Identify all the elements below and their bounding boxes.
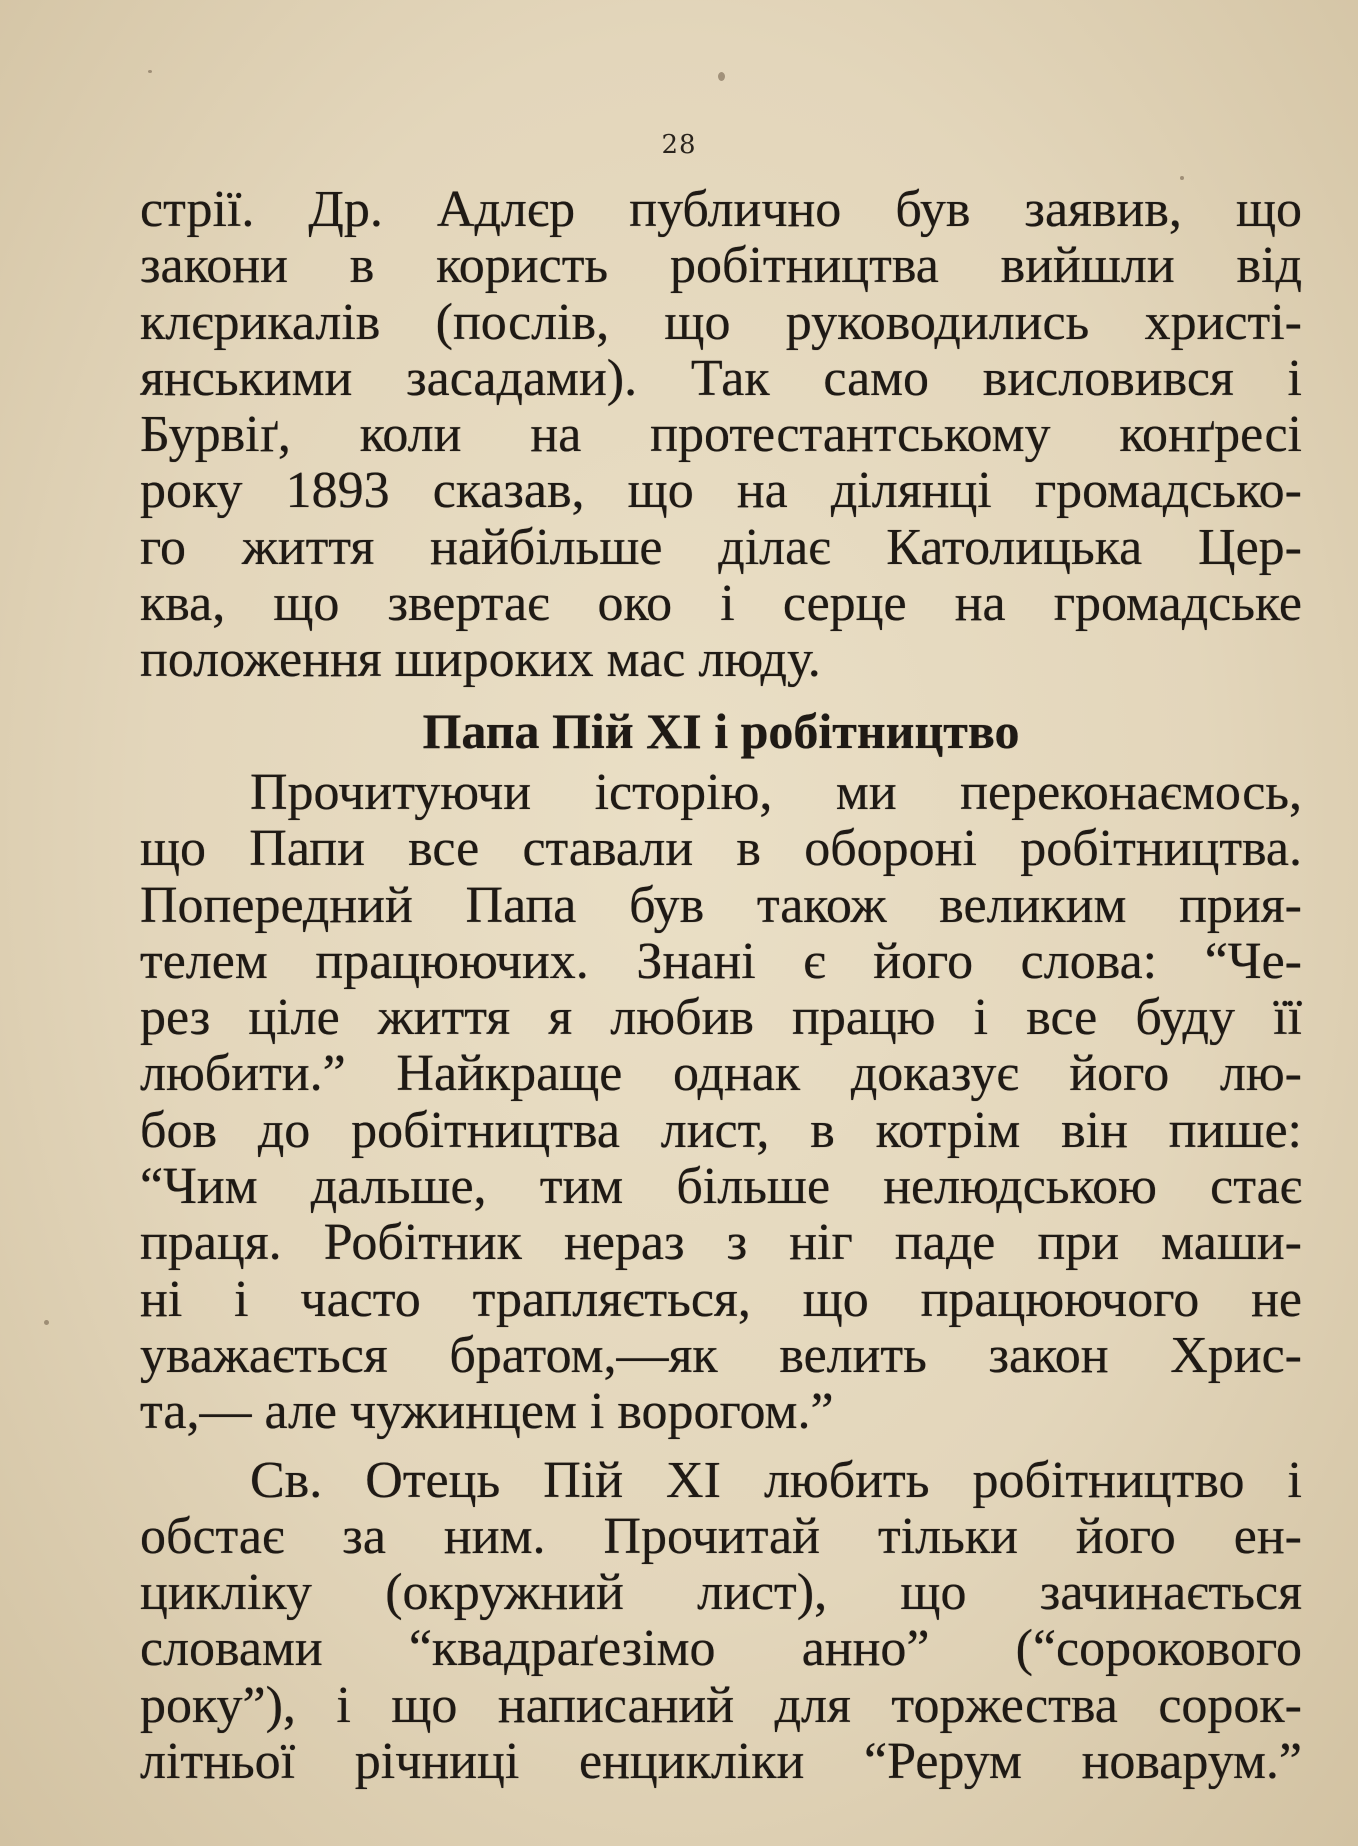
page-number: 28 bbox=[661, 130, 697, 160]
text-line: що Папи все ставали в обороні робітництва. bbox=[140, 820, 1302, 878]
text-line: уважається братом,—як велить закон Хрис- bbox=[140, 1326, 1302, 1384]
text-line: положення широких мас люду. bbox=[140, 631, 821, 689]
text-line: “Чим дальше, тим більше нелюдською стає bbox=[140, 1158, 1302, 1216]
paper-speck bbox=[1180, 176, 1184, 180]
text-line: літньої річниці енцикліки “Рерум новарум.” bbox=[140, 1733, 1302, 1791]
paragraph-gap bbox=[140, 1441, 1302, 1453]
paper-speck bbox=[44, 1320, 49, 1325]
text-line: та,— але чужинцем і ворогом.” bbox=[140, 1383, 834, 1441]
text-line: року 1893 сказав, що на ділянці громадсько- bbox=[140, 462, 1302, 520]
text-line: праця. Робітник нераз з ніг паде при маши- bbox=[140, 1214, 1302, 1272]
text-line: року”), і що написаний для торжества сорок- bbox=[140, 1676, 1302, 1734]
text-line: Попередний Папа був також великим прия- bbox=[140, 876, 1302, 934]
text-line: телем працюючих. Знані є його слова: “Че- bbox=[140, 932, 1302, 990]
text-line: цикліку (окружний лист), що зачинається bbox=[140, 1564, 1302, 1622]
text-line: Бурвіґ, коли на протестантському конґресі bbox=[140, 406, 1302, 464]
text-line: обстає за ним. Прочитай тільки його ен- bbox=[140, 1507, 1302, 1565]
text-line: Прочитуючи історію, ми переконаємось, bbox=[250, 763, 1302, 821]
paragraph-1 bbox=[140, 182, 1302, 689]
text-line: любити.” Найкраще однак доказує його лю- bbox=[140, 1045, 1302, 1103]
text-line: ні і часто трапляється, що працюючого не bbox=[140, 1270, 1302, 1328]
text-line: бов до робітництва лист, в котрім він пише: bbox=[140, 1101, 1302, 1159]
text-line: янськими засадами). Так само висловився і bbox=[140, 349, 1302, 407]
paragraph-2 bbox=[140, 765, 1302, 1441]
paragraph-3 bbox=[140, 1453, 1302, 1791]
body-text bbox=[140, 182, 1302, 1790]
text-line: стрії. Др. Адлєр публично був заявив, що bbox=[140, 181, 1302, 238]
text-line: Св. Отець Пій XI любить робітництво і bbox=[250, 1451, 1302, 1509]
section-heading: Папа Пій XI і робітництво bbox=[422, 702, 1020, 759]
paper-speck bbox=[718, 72, 725, 81]
text-line: словами “квадраґезімо анно” (“сорокового bbox=[140, 1620, 1302, 1678]
text-line: закони в користь робітництва вийшли від bbox=[140, 237, 1302, 295]
text-line: рез ціле життя я любив працю і все буду її bbox=[140, 989, 1302, 1047]
text-line: клєрикалів (послів, що руководились христі- bbox=[140, 293, 1302, 351]
text-line: ква, що звертає око і серце на громадське bbox=[140, 575, 1302, 633]
paper-speck bbox=[148, 70, 152, 73]
text-line: го життя найбільше ділає Католицька Цер- bbox=[140, 518, 1302, 576]
